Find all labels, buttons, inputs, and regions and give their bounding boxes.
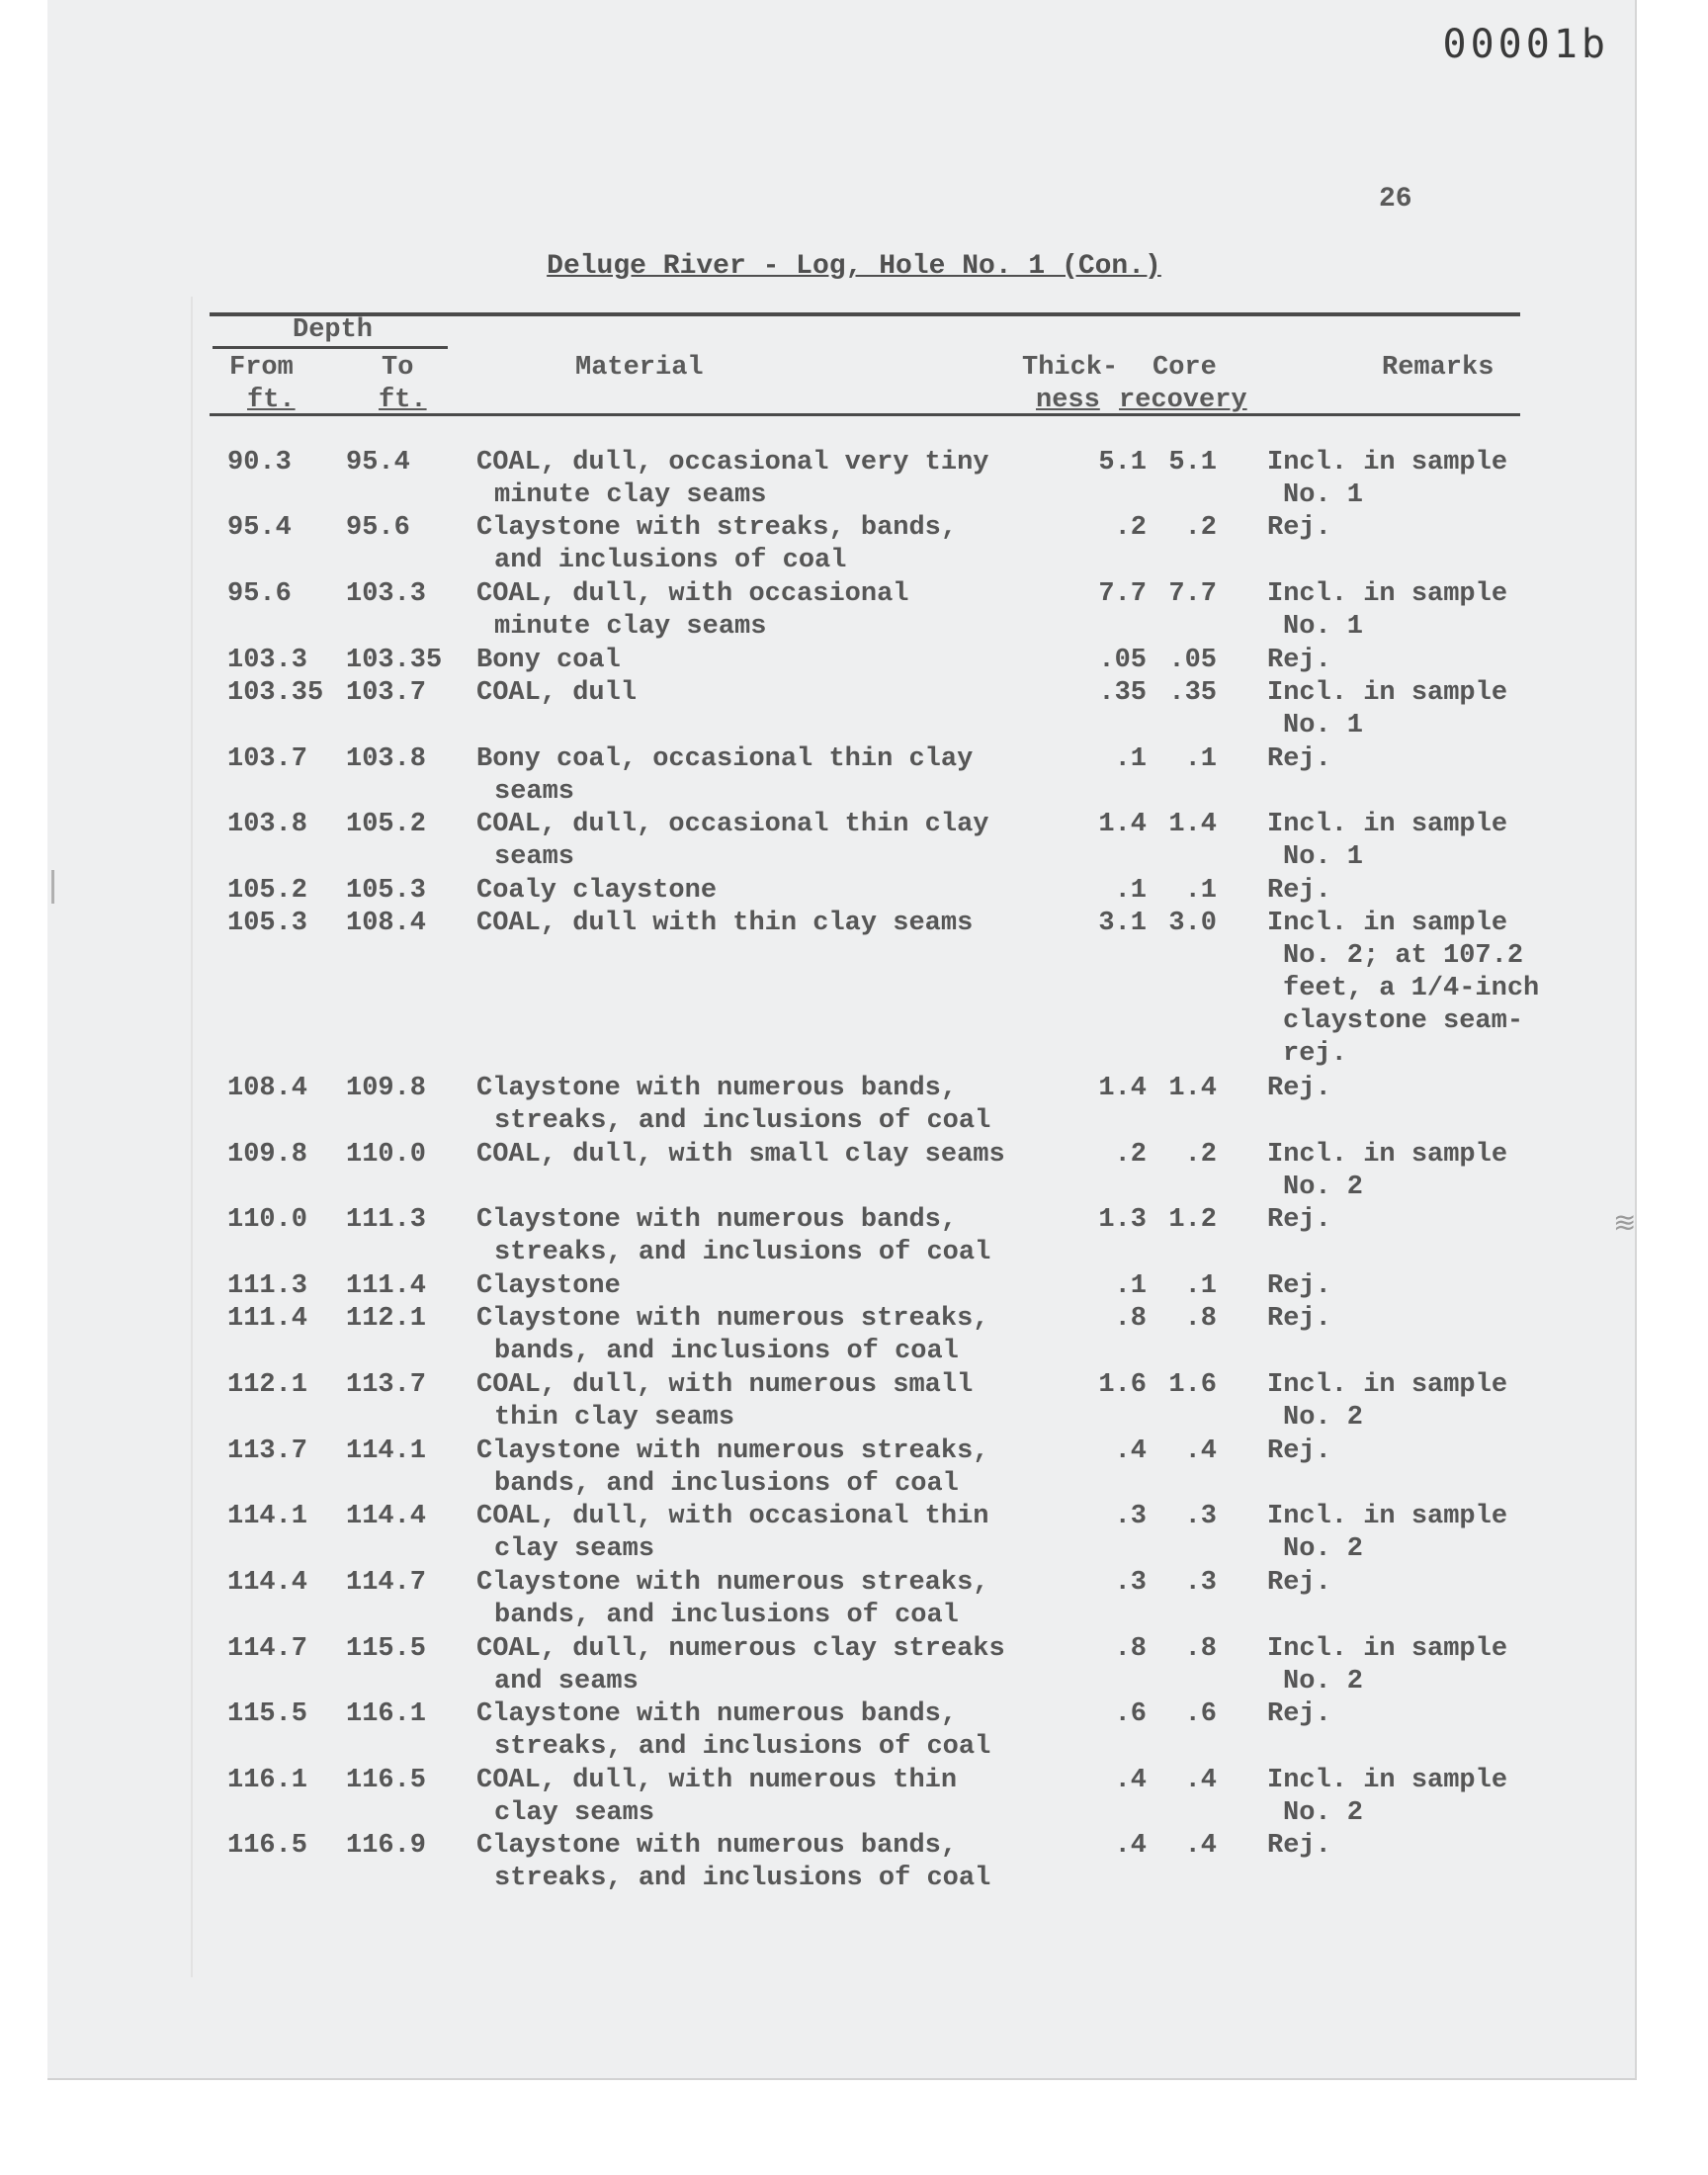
remarks-line: Incl. in sample	[1267, 1370, 1508, 1400]
material-cell	[476, 1270, 1030, 1303]
depth-to-cell: 113.7	[346, 1370, 427, 1400]
material-cell	[476, 645, 1030, 677]
material-line: COAL, dull, with numerous small	[476, 1370, 974, 1400]
remarks-cell	[1267, 743, 1564, 776]
depth-to-cell: 103.35	[346, 646, 443, 675]
sheet-edge-line	[191, 297, 193, 1977]
core-recovery-cell: 1.2	[1168, 1205, 1217, 1235]
remarks-line: Incl. in sample	[1267, 1634, 1508, 1664]
thickness-cell: .4	[1114, 1831, 1147, 1861]
side-scribble: ≋	[1613, 1206, 1637, 1239]
remarks-cell	[1267, 1567, 1564, 1600]
depth-to-cell: 103.3	[346, 579, 427, 609]
material-line: minute clay seams	[494, 480, 767, 510]
header-thickness: Thick-	[1022, 353, 1119, 383]
remarks-line: Rej.	[1267, 1568, 1331, 1598]
remarks-line: Rej.	[1267, 1831, 1331, 1861]
remarks-line: No. 2	[1283, 1667, 1364, 1696]
depth-from-cell: 103.8	[227, 810, 308, 839]
core-recovery-cell: 1.4	[1168, 1074, 1217, 1103]
core-recovery-cell: 7.7	[1168, 579, 1217, 609]
remarks-line: No. 2	[1283, 1173, 1364, 1202]
material-line: streaks, and inclusions of coal	[494, 1732, 991, 1762]
material-cell	[476, 1369, 1030, 1435]
material-line: COAL, dull, with occasional thin	[476, 1502, 989, 1531]
material-line: COAL, dull, occasional very tiny	[476, 448, 989, 478]
material-cell	[476, 447, 1030, 512]
header-depth: Depth	[293, 315, 374, 345]
material-line: Claystone with numerous bands,	[476, 1699, 958, 1729]
remarks-line: Rej.	[1267, 1304, 1331, 1334]
depth-from-cell: 95.4	[227, 513, 292, 543]
material-line: Claystone	[476, 1271, 621, 1301]
depth-to-cell: 105.3	[346, 876, 427, 906]
remarks-line: Incl. in sample	[1267, 1766, 1508, 1795]
material-line: COAL, dull, numerous clay streaks	[476, 1634, 1005, 1664]
depth-from-cell: 110.0	[227, 1205, 308, 1235]
thickness-cell: .2	[1114, 1140, 1147, 1170]
header-to-unit: ft.	[379, 386, 427, 415]
remarks-cell	[1267, 677, 1564, 742]
material-line: minute clay seams	[494, 612, 767, 642]
remarks-line: Incl. in sample	[1267, 579, 1508, 609]
core-recovery-cell: .4	[1184, 1766, 1217, 1795]
thickness-cell: .8	[1114, 1304, 1147, 1334]
material-cell	[476, 743, 1030, 809]
material-cell	[476, 875, 1030, 908]
core-recovery-cell: .4	[1184, 1831, 1217, 1861]
remarks-cell	[1267, 578, 1564, 644]
remarks-line: feet, a 1/4-inch	[1283, 974, 1540, 1003]
thickness-cell: .05	[1098, 646, 1147, 675]
remarks-cell	[1267, 1501, 1564, 1566]
depth-to-cell: 116.1	[346, 1699, 427, 1729]
core-recovery-cell: .35	[1168, 678, 1217, 708]
header-core: Core	[1153, 353, 1217, 383]
thickness-cell: 1.4	[1098, 1074, 1147, 1103]
thickness-cell: .4	[1114, 1766, 1147, 1795]
material-line: COAL, dull	[476, 678, 638, 708]
depth-to-cell: 108.4	[346, 909, 427, 938]
remarks-line: Incl. in sample	[1267, 810, 1508, 839]
core-recovery-cell: .3	[1184, 1502, 1217, 1531]
core-recovery-cell: 1.6	[1168, 1370, 1217, 1400]
depth-to-cell: 110.0	[346, 1140, 427, 1170]
material-line: COAL, dull, with occasional	[476, 579, 909, 609]
material-line: streaks, and inclusions of coal	[494, 1238, 991, 1267]
material-line: COAL, dull, with numerous thin	[476, 1766, 958, 1795]
remarks-line: Incl. in sample	[1267, 678, 1508, 708]
header-thickness-2: ness	[1036, 386, 1100, 415]
material-line: Bony coal	[476, 646, 621, 675]
material-line: thin clay seams	[494, 1403, 735, 1433]
remarks-cell	[1267, 1139, 1564, 1204]
depth-from-cell: 113.7	[227, 1436, 308, 1466]
thickness-cell: .1	[1114, 744, 1147, 774]
depth-to-cell: 112.1	[346, 1304, 427, 1334]
material-line: bands, and inclusions of coal	[494, 1469, 959, 1499]
material-cell	[476, 578, 1030, 644]
material-cell	[476, 1303, 1030, 1368]
material-line: and inclusions of coal	[494, 546, 847, 575]
remarks-line: claystone seam-	[1283, 1006, 1524, 1036]
core-recovery-cell: .8	[1184, 1304, 1217, 1334]
remarks-cell	[1267, 512, 1564, 545]
core-recovery-cell: 1.4	[1168, 810, 1217, 839]
remarks-cell	[1267, 908, 1564, 1071]
margin-mark	[51, 870, 54, 904]
core-recovery-cell: .1	[1184, 744, 1217, 774]
remarks-cell	[1267, 1698, 1564, 1731]
remarks-line: No. 1	[1283, 612, 1364, 642]
material-line: and seams	[494, 1667, 639, 1696]
material-line: Bony coal, occasional thin clay	[476, 744, 974, 774]
depth-from-cell: 114.4	[227, 1568, 308, 1598]
material-cell	[476, 1633, 1030, 1698]
depth-from-cell: 109.8	[227, 1140, 308, 1170]
remarks-line: Rej.	[1267, 1271, 1331, 1301]
depth-from-cell: 90.3	[227, 448, 292, 478]
depth-from-cell: 115.5	[227, 1699, 308, 1729]
remarks-line: Rej.	[1267, 646, 1331, 675]
core-recovery-cell: .05	[1168, 646, 1217, 675]
thickness-cell: .3	[1114, 1502, 1147, 1531]
material-line: Coaly claystone	[476, 876, 718, 906]
thickness-cell: .6	[1114, 1699, 1147, 1729]
remarks-cell	[1267, 1073, 1564, 1105]
remarks-cell	[1267, 1765, 1564, 1830]
thickness-cell: 7.7	[1098, 579, 1147, 609]
core-recovery-cell: .6	[1184, 1699, 1217, 1729]
remarks-cell	[1267, 1830, 1564, 1863]
core-recovery-cell: .4	[1184, 1436, 1217, 1466]
remarks-line: Rej.	[1267, 1074, 1331, 1103]
material-line: bands, and inclusions of coal	[494, 1337, 959, 1366]
material-line: Claystone with numerous streaks,	[476, 1568, 989, 1598]
depth-from-cell: 103.35	[227, 678, 324, 708]
depth-from-cell: 95.6	[227, 579, 292, 609]
thickness-cell: .35	[1098, 678, 1147, 708]
depth-from-cell: 116.5	[227, 1831, 308, 1861]
remarks-line: Rej.	[1267, 1699, 1331, 1729]
header-from-unit: ft.	[247, 386, 296, 415]
remarks-cell	[1267, 875, 1564, 908]
material-line: streaks, and inclusions of coal	[494, 1106, 991, 1136]
remarks-line: Rej.	[1267, 1436, 1331, 1466]
remarks-line: Rej.	[1267, 513, 1331, 543]
depth-from-cell: 105.3	[227, 909, 308, 938]
header-from: From	[229, 353, 294, 383]
thickness-cell: 1.6	[1098, 1370, 1147, 1400]
material-cell	[476, 908, 1030, 940]
thickness-cell: 3.1	[1098, 909, 1147, 938]
depth-to-cell: 109.8	[346, 1074, 427, 1103]
core-recovery-cell: .1	[1184, 1271, 1217, 1301]
material-cell	[476, 1139, 1030, 1172]
material-cell	[476, 1830, 1030, 1895]
depth-to-cell: 103.7	[346, 678, 427, 708]
depth-to-cell: 114.1	[346, 1436, 427, 1466]
material-cell	[476, 1567, 1030, 1632]
remarks-line: Incl. in sample	[1267, 909, 1508, 938]
header-core-2: recovery	[1119, 386, 1247, 415]
material-line: Claystone with numerous streaks,	[476, 1304, 989, 1334]
material-line: Claystone with numerous bands,	[476, 1074, 958, 1103]
material-cell	[476, 809, 1030, 874]
material-line: streaks, and inclusions of coal	[494, 1864, 991, 1893]
thickness-cell: 1.4	[1098, 810, 1147, 839]
remarks-line: No. 1	[1283, 480, 1364, 510]
material-cell	[476, 1501, 1030, 1566]
material-line: Claystone with numerous streaks,	[476, 1436, 989, 1466]
depth-to-cell: 116.9	[346, 1831, 427, 1861]
core-recovery-cell: 5.1	[1168, 448, 1217, 478]
core-recovery-cell: .8	[1184, 1634, 1217, 1664]
material-line: clay seams	[494, 1534, 655, 1564]
material-cell	[476, 1436, 1030, 1501]
depth-from-cell: 103.3	[227, 646, 308, 675]
page-number: 26	[1379, 184, 1412, 215]
depth-from-cell: 111.3	[227, 1271, 308, 1301]
depth-to-cell: 95.6	[346, 513, 410, 543]
header-remarks: Remarks	[1382, 353, 1494, 383]
remarks-cell	[1267, 645, 1564, 677]
depth-from-cell: 116.1	[227, 1766, 308, 1795]
material-line: bands, and inclusions of coal	[494, 1601, 959, 1630]
depth-to-cell: 103.8	[346, 744, 427, 774]
remarks-cell	[1267, 1303, 1564, 1336]
material-line: COAL, dull with thin clay seams	[476, 909, 974, 938]
depth-to-cell: 105.2	[346, 810, 427, 839]
core-recovery-cell: .2	[1184, 513, 1217, 543]
remarks-line: rej.	[1283, 1039, 1347, 1069]
remarks-cell	[1267, 1270, 1564, 1303]
thickness-cell: .1	[1114, 876, 1147, 906]
thickness-cell: .1	[1114, 1271, 1147, 1301]
remarks-cell	[1267, 1204, 1564, 1237]
header-material: Material	[575, 353, 704, 383]
remarks-line: No. 2	[1283, 1798, 1364, 1828]
material-line: seams	[494, 777, 575, 807]
core-recovery-cell: 3.0	[1168, 909, 1217, 938]
material-cell	[476, 512, 1030, 577]
remarks-line: Rej.	[1267, 744, 1331, 774]
material-line: COAL, dull, occasional thin clay	[476, 810, 989, 839]
depth-from-cell: 103.7	[227, 744, 308, 774]
table-top-rule	[210, 312, 1520, 316]
depth-to-cell: 111.3	[346, 1205, 427, 1235]
thickness-cell: .4	[1114, 1436, 1147, 1466]
depth-from-cell: 105.2	[227, 876, 308, 906]
depth-from-cell: 114.1	[227, 1502, 308, 1531]
material-cell	[476, 1073, 1030, 1138]
depth-from-cell: 111.4	[227, 1304, 308, 1334]
remarks-line: Incl. in sample	[1267, 1140, 1508, 1170]
thickness-cell: .8	[1114, 1634, 1147, 1664]
header-to: To	[382, 353, 414, 383]
document-number: 00001b	[1442, 22, 1609, 67]
thickness-cell: 5.1	[1098, 448, 1147, 478]
material-line: seams	[494, 842, 575, 872]
thickness-cell: .2	[1114, 513, 1147, 543]
remarks-line: No. 2; at 107.2	[1283, 941, 1524, 971]
thickness-cell: 1.3	[1098, 1205, 1147, 1235]
depth-to-cell: 116.5	[346, 1766, 427, 1795]
remarks-line: No. 2	[1283, 1403, 1364, 1433]
depth-from-cell: 114.7	[227, 1634, 308, 1664]
core-recovery-cell: .1	[1184, 876, 1217, 906]
material-line: COAL, dull, with small clay seams	[476, 1140, 1005, 1170]
remarks-cell	[1267, 1436, 1564, 1468]
page-title: Deluge River - Log, Hole No. 1 (Con.)	[547, 251, 1161, 282]
remarks-line: No. 1	[1283, 711, 1364, 740]
depth-to-cell: 114.7	[346, 1568, 427, 1598]
core-recovery-cell: .3	[1184, 1568, 1217, 1598]
depth-from-cell: 108.4	[227, 1074, 308, 1103]
material-line: Claystone with streaks, bands,	[476, 513, 958, 543]
remarks-cell	[1267, 1633, 1564, 1698]
remarks-line: Rej.	[1267, 876, 1331, 906]
material-cell	[476, 677, 1030, 710]
depth-to-cell: 111.4	[346, 1271, 427, 1301]
remarks-cell	[1267, 1369, 1564, 1435]
remarks-line: No. 1	[1283, 842, 1364, 872]
remarks-line: Rej.	[1267, 1205, 1331, 1235]
depth-to-cell: 115.5	[346, 1634, 427, 1664]
remarks-line: Incl. in sample	[1267, 448, 1508, 478]
remarks-line: No. 2	[1283, 1534, 1364, 1564]
depth-from-cell: 112.1	[227, 1370, 308, 1400]
material-cell	[476, 1204, 1030, 1269]
remarks-cell	[1267, 447, 1564, 512]
depth-to-cell: 114.4	[346, 1502, 427, 1531]
depth-to-cell: 95.4	[346, 448, 410, 478]
material-line: Claystone with numerous bands,	[476, 1831, 958, 1861]
material-cell	[476, 1698, 1030, 1764]
material-line: clay seams	[494, 1798, 655, 1828]
remarks-line: Incl. in sample	[1267, 1502, 1508, 1531]
material-line: Claystone with numerous bands,	[476, 1205, 958, 1235]
thickness-cell: .3	[1114, 1568, 1147, 1598]
remarks-cell	[1267, 809, 1564, 874]
core-recovery-cell: .2	[1184, 1140, 1217, 1170]
material-cell	[476, 1765, 1030, 1830]
